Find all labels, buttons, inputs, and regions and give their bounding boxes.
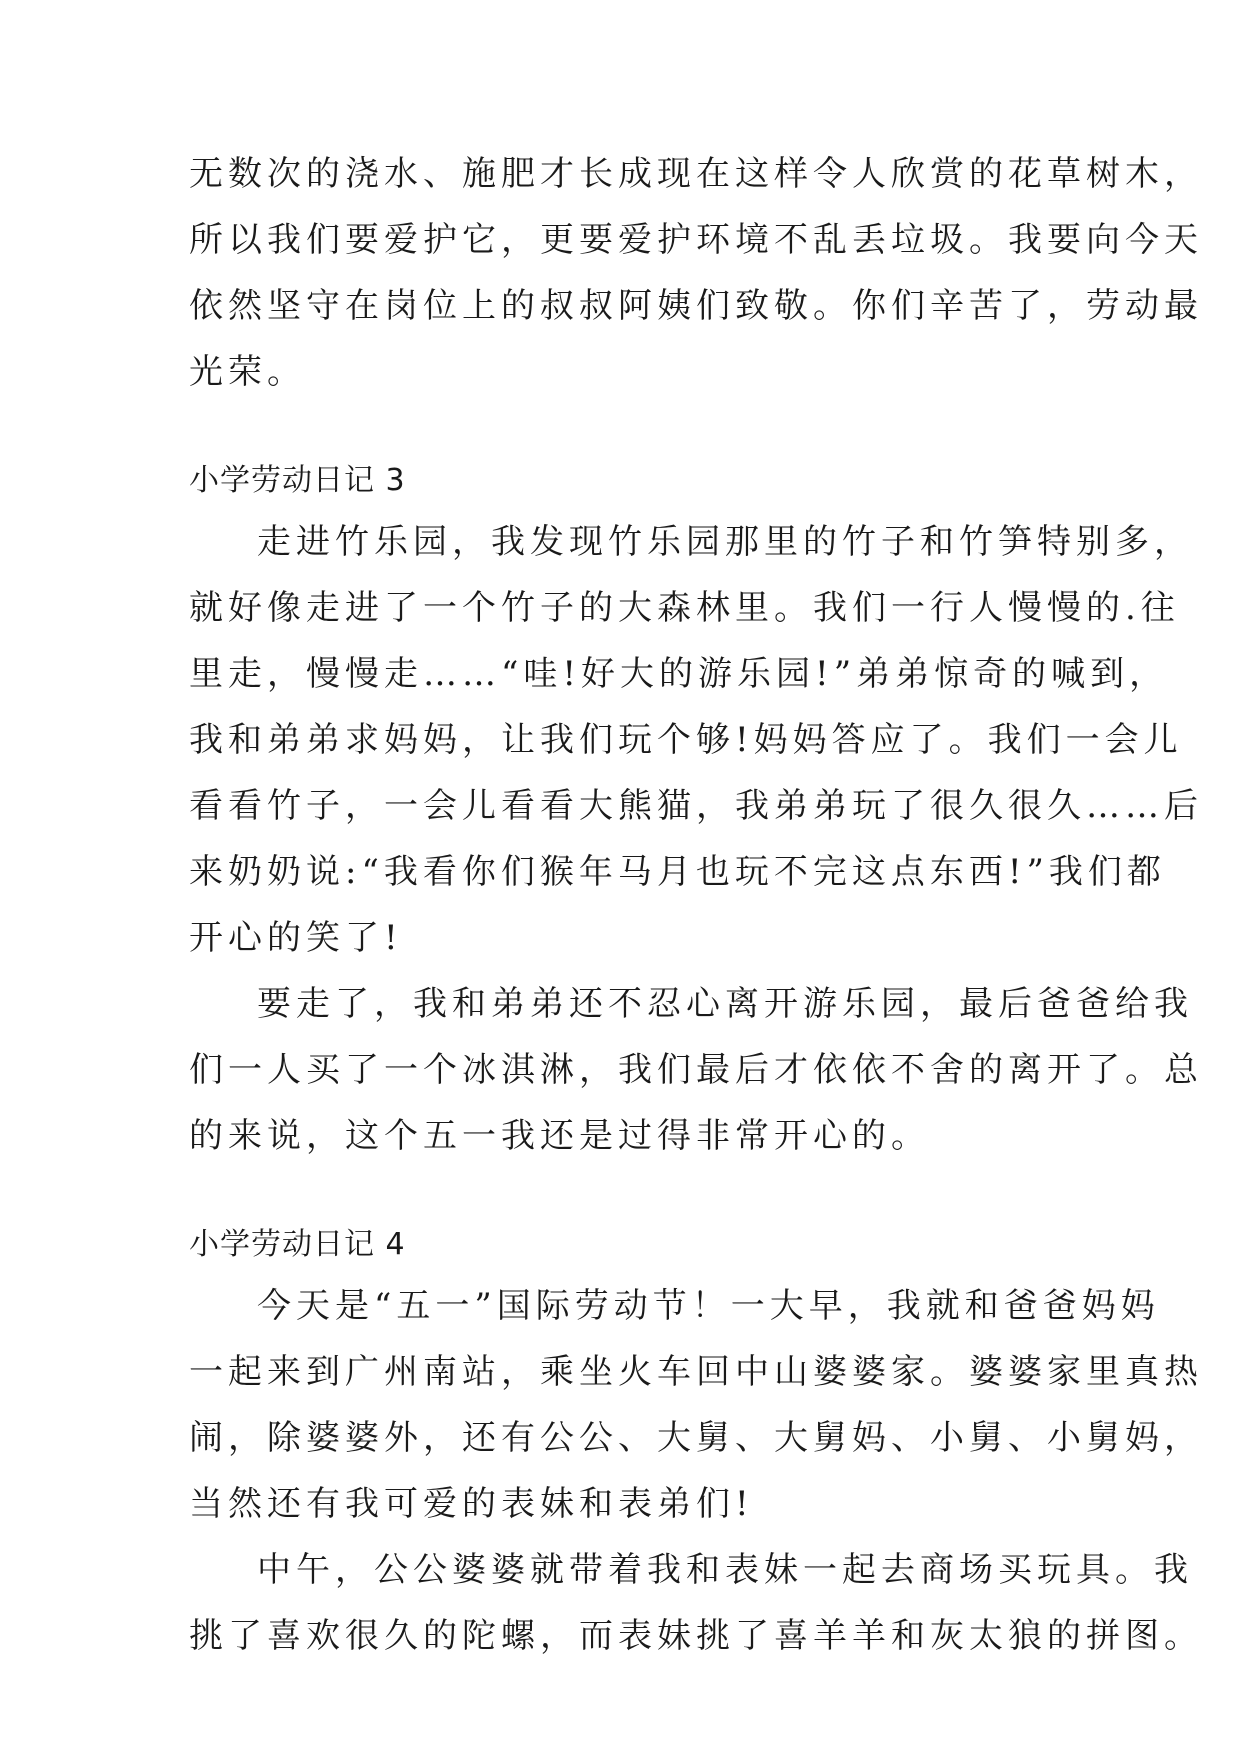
intro-line-3: 依然坚守在岗位上的叔叔阿姨们致敬。你们辛苦了，劳动最 [189,286,1203,326]
diary3-p2-line-2: 们一人买了一个冰淇淋，我们最后才依依不舍的离开了。总 [189,1050,1203,1090]
intro-line-2: 所以我们要爱护它，更要爱护环境不乱丢垃圾。我要向今天 [189,220,1203,260]
diary4-p2-line-2: 挑了喜欢很久的陀螺，而表妹挑了喜羊羊和灰太狼的拼图。 [189,1616,1203,1656]
intro-line-1: 无数次的浇水、施肥才长成现在这样令人欣赏的花草树木， [189,154,1203,194]
diary3-title: 小学劳动日记 3 [189,463,406,498]
diary4-p1-line-2: 一起来到广州南站，乘坐火车回中山婆婆家。婆婆家里真热 [189,1352,1203,1392]
diary4-p1-line-4: 当然还有我可爱的表妹和表弟们! [189,1484,754,1524]
diary3-p1-line-6: 来奶奶说:“我看你们猴年马月也玩不完这点东西!”我们都 [189,852,1166,892]
diary4-p1-line-1: 今天是“五一”国际劳动节！一大早，我就和爸爸妈妈 [257,1286,1160,1326]
diary3-p2-line-1: 要走了，我和弟弟还不忍心离开游乐园，最后爸爸给我 [257,984,1193,1024]
diary3-p1-line-2: 就好像走进了一个竹子的大森林里。我们一行人慢慢的.往 [189,588,1180,628]
diary4-p2-line-1: 中午，公公婆婆就带着我和表妹一起去商场买玩具。我 [257,1550,1193,1590]
diary3-p1-line-3: 里走，慢慢走……“哇!好大的游乐园!”弟弟惊奇的喊到， [189,654,1169,694]
diary4-title: 小学劳动日记 4 [189,1227,406,1262]
intro-line-4: 光荣。 [189,352,306,392]
diary3-p1-line-5: 看看竹子，一会儿看看大熊猫，我弟弟玩了很久很久……后 [189,786,1203,826]
diary4-p1-line-3: 闹，除婆婆外，还有公公、大舅、大舅妈、小舅、小舅妈， [189,1418,1203,1458]
diary3-p1-line-1: 走进竹乐园，我发现竹乐园那里的竹子和竹笋特别多， [257,522,1193,562]
diary3-p1-line-7: 开心的笑了! [189,918,403,958]
diary3-p1-line-4: 我和弟弟求妈妈，让我们玩个够!妈妈答应了。我们一会儿 [189,720,1183,760]
diary3-p2-line-3: 的来说，这个五一我还是过得非常开心的。 [189,1116,930,1156]
